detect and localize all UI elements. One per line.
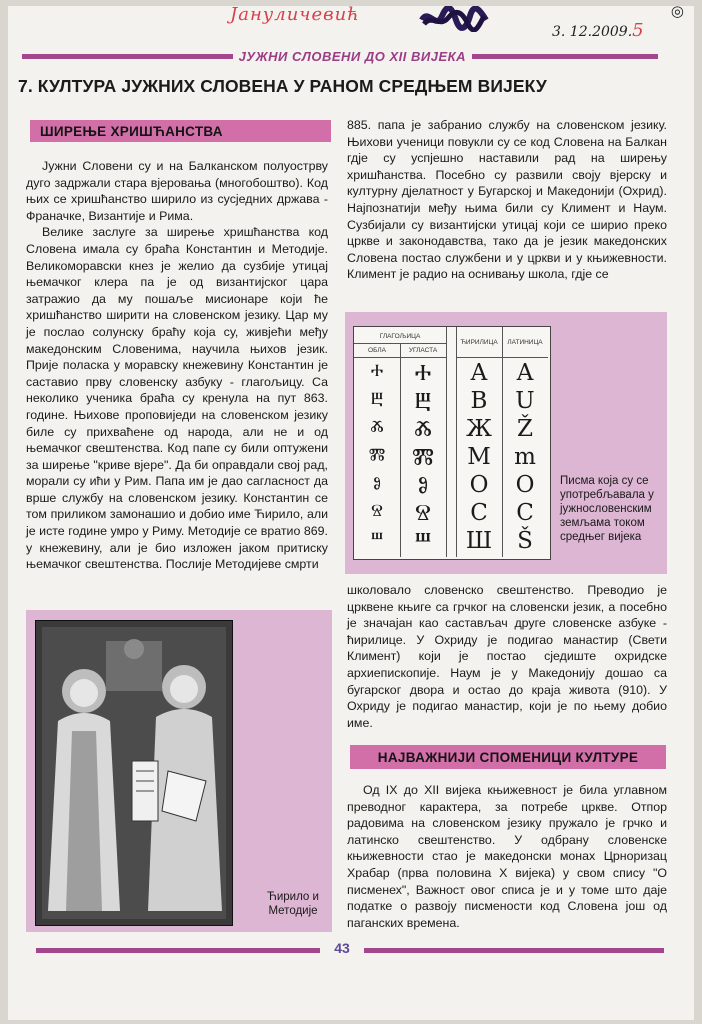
glyph-cell: Ž [517,416,533,442]
section-heading-monuments: НАЈВАЖНИЈИ СПОМЕНИЦИ КУЛТУРЕ [350,745,666,769]
glyph-cell: ⰰ [370,360,384,386]
section-heading-christianity: ШИРЕЊЕ ХРИШЋАНСТВА [30,120,331,142]
saints-drawing [36,621,232,925]
footer-rule-right [364,948,664,953]
table-divider [456,357,548,358]
saints-image [35,620,233,926]
left-column-text [26,158,328,573]
right-column-bottom-text [347,782,667,931]
running-head-text: ЈУЖНИ СЛОВЕНИ ДО XII ВИЈЕКА [238,48,466,64]
table-divider [446,327,447,557]
glyph-cell: ⱁ [372,472,382,498]
glyph-cell: Ⰰ [414,360,432,386]
glyph-cell: В [470,388,488,414]
running-head [22,48,658,64]
glyph-cell: Ⰶ [414,416,432,442]
ink-scribble-icon [418,6,490,32]
glyph-cell: Ш [465,528,493,554]
glyph-cell: А [470,360,488,386]
paragraph: Од IX до XII вијека књижевност је била углавном преводног карактера, за потребе цркве. Отпор радовима на словенском језику пружало је грчко и латинско свештенство. У одбрану словенске књижевности стао је македонски монах Црноризац Храбар (прва половина X вијека) у свом спису "О писменех", Важност овог списа је и у томе што даје податке о развоју писмености код Словена још од паганских времена. [347,783,667,930]
header-cyrillic: ЋИРИЛИЦА [460,339,498,346]
glyph-cell: Ж [466,416,492,442]
glyph-cell: C [516,500,534,526]
rule-right [472,54,658,59]
grade-mark: 5 [632,20,644,41]
glyph-cell: m [514,444,536,470]
header-glagolitic: ГЛАГОЉИЦА [379,333,421,340]
glyph-cell: U [515,388,535,414]
glyph-cell: ⰶ [370,416,384,442]
glyph-cell: С [470,500,488,526]
photo-caption: Ћирило и Методије [267,891,319,917]
footer-rule-left [36,948,320,953]
glyph-cell: A [516,360,534,386]
header-latin: ЛАТИНИЦА [507,339,543,346]
header-angular: УГЛАСТА [408,347,438,354]
glyph-cell: М [467,444,491,470]
right-column-top-text [347,117,667,283]
alphabet-caption: Писма која су се употребљавала у јужнословенским земљама током средњег вијека [560,475,654,543]
paragraph: Велике заслуге за ширење хришћанства код Словена имала су браћа Константин и Методије. Великоморавски кнез је желио да сузбије утицај њемачког клера па је од византијског цара затражио да му пошаље мисионаре који ће хришћанство ширити на словенском језику. Цар му је послао солунску браћу која су, живјећи међу македонским Словенима, научила њихов језик. Прије поласка у моравску кнежевину Константин је саставио прву словенску азбуку - глагољицу. Са неколико ученика браћа су кренула на пут 863. године. Њихове проповиједи на словенском језику биле су прихваћене од народа, али не и од њемачког свештенства. Код папе су били оптужени за ширење "криве вјере". Да би оправдали свој рад, морали су ићи у Рим. Папа им је дао сагласност да врше службу на словенском језику. Константин се том приликом замонашио и добио име Ћирило, али је исте године умро у Риму. Методије се вратио 869. у кнежевину, али је био изложен јаком притиску њемачког свештенства. Послије Методијеве смрти [26,225,328,572]
paragraph: Јужни Словени су и на Балканском полуострву дуго задржали стара вјеровања (многобоштво). Код њих се хришћанство ширило из сусједних држава - Франачке, Византије и Рима. [26,159,328,223]
glyph-cell: Š [517,528,533,554]
date-text: 3. 12.2009. [552,24,633,40]
chapter-title: 7. КУЛТУРА ЈУЖНИХ СЛОВЕНА У РАНОМ СРЕДЊЕМ ВИЈЕКУ [18,76,547,96]
corner-mark: ◎ [670,3,684,20]
glyph-cell: Ⰿ [411,444,435,470]
glyph-cell: Ⰱ [414,388,432,414]
paragraph: 885. папа је забранио службу на словенском језику. Њихови ученици повукли су се код Словена на Балкан гдје су успјешно наставили рад на ширењу хришћанства. Посебно су развили своју вјерску и културну дјелатност у Бугарској и Македонији (Охрид). Најпознатији међу њима били су Климент и Наум. Сузбијали су византијски утицај који се ширио преко цркве и законодавства, тако да је језик македонских Словена постао службени и у цркви и у књижевности. Климент је радио на оснивању школа, гдје се [347,118,667,282]
glyph-cell: Ⱁ [417,472,429,498]
handwritten-date [552,20,644,41]
glyph-cell: Ⱎ [414,528,432,554]
handwritten-name: Јануличевић [230,4,360,25]
alphabet-table [353,326,551,560]
right-column-middle-text [347,582,667,731]
rule-left [22,54,233,59]
glyph-cell: О [469,472,489,498]
glyph-cell: ⰿ [368,444,386,470]
page-number: 43 [334,940,350,956]
glyph-cell: ⱄ [371,500,383,526]
header-round: ОБЛА [368,347,386,354]
glyph-cell: ⱎ [370,528,384,554]
glyph-cell: ⰱ [370,388,384,414]
glyph-cell: O [515,472,535,498]
glyph-cell: Ⱄ [415,500,431,526]
paragraph: школовало словенско свештенство. Преводио је црквене књиге са грчког на словенски језик, а посебно је значајан као састављач друге словенске азбуке - ћирилице. У Охриду је подигао манастир (Свети Климент) који је постао сједиште охридске архиепископије. Наум је у Македонију дошао са бугарског двора и остао до краја живота (910). У Охриду је подигао манастир, који је по њему добио име. [347,583,667,730]
